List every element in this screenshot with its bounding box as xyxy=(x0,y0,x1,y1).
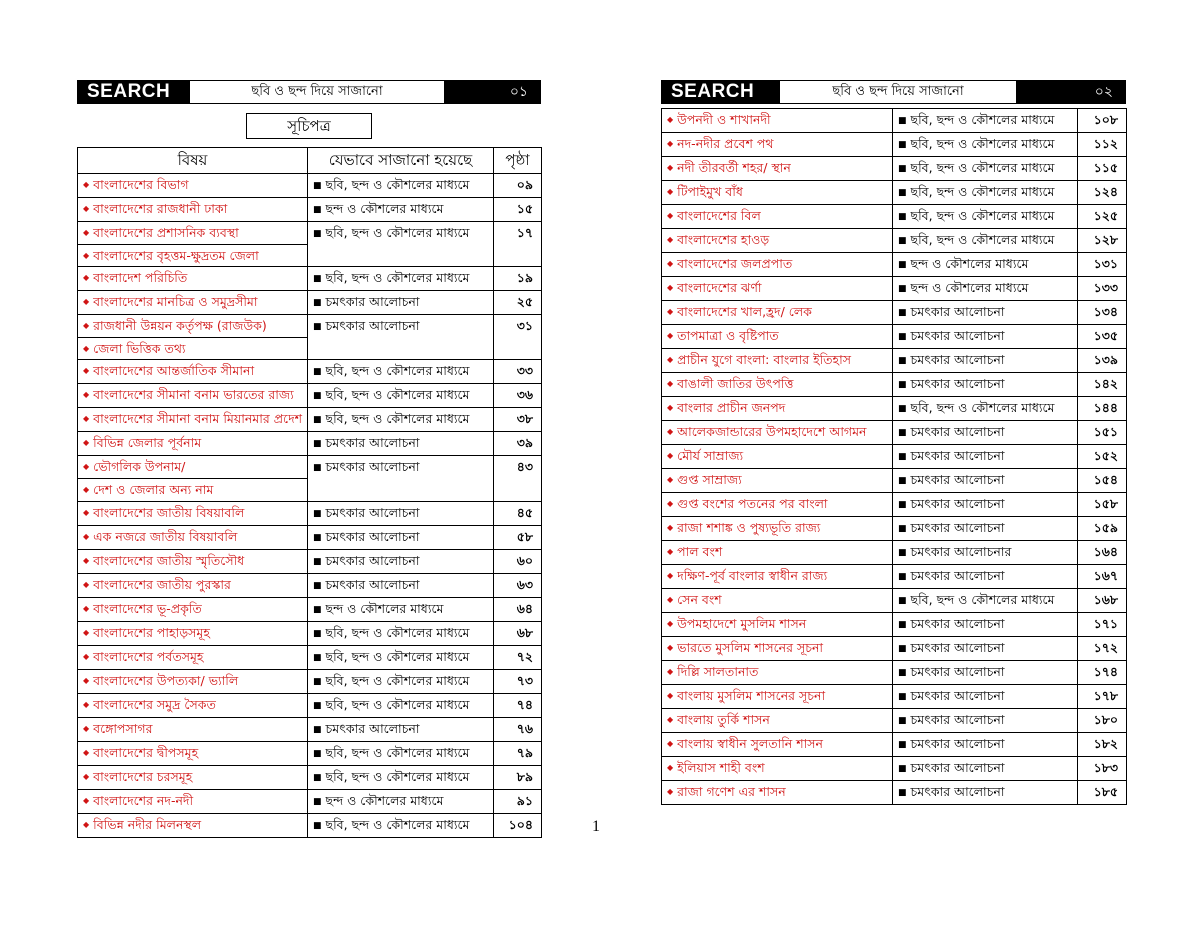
left-page-header xyxy=(77,80,541,104)
method-cell: ■ চমৎকার আলোচনা xyxy=(893,349,1078,373)
topic-cell: ◆ ভৌগলিক উপনাম/ xyxy=(78,456,308,479)
topic-cell: ◆ বাংলাদেশের জাতীয় বিষয়াবলি xyxy=(78,501,308,525)
method-cell: ■ ছবি, ছন্দ ও কৌশলের মাধ্যমে xyxy=(893,157,1078,181)
topic-cell: ◆ পাল বংশ xyxy=(662,541,893,565)
right-page-header xyxy=(661,80,1126,104)
method-cell: ■ ছন্দ ও কৌশলের মাধ্যমে xyxy=(308,597,494,621)
method-cell: ■ চমৎকার আলোচনা xyxy=(893,373,1078,397)
page-number-cell: ৫৮ xyxy=(494,525,542,549)
method-cell: ■ ছবি, ছন্দ ও কৌশলের মাধ্যমে xyxy=(308,621,494,645)
page-number-cell: ৯১ xyxy=(494,789,542,813)
topic-cell: ◆ নদী তীরবর্তী শহর/ স্থান xyxy=(662,157,893,181)
page-number-cell: ১৭৪ xyxy=(1078,661,1127,685)
page-number-cell: ৭৩ xyxy=(494,669,542,693)
page-number-cell: ৩৩ xyxy=(494,360,542,384)
page-number-cell: ১৮০ xyxy=(1078,709,1127,733)
topic-cell: ◆ রাজধানী উন্নয়ন কর্তৃপক্ষ (রাজউক) xyxy=(78,315,308,338)
topic-cell: ◆ বাঙালী জাতির উৎপত্তি xyxy=(662,373,893,397)
method-cell: ■ চমৎকার আলোচনা xyxy=(893,565,1078,589)
method-cell: ■ চমৎকার আলোচনা xyxy=(893,469,1078,493)
page-number-cell: ৭৪ xyxy=(494,693,542,717)
method-cell: ■ ছবি, ছন্দ ও কৌশলের মাধ্যমে xyxy=(308,741,494,765)
topic-cell: ◆ বাংলাদেশের জলপ্রপাত xyxy=(662,253,893,277)
sheet-page-number: 1 xyxy=(592,818,600,835)
page-number-cell: ১১৫ xyxy=(1078,157,1127,181)
table-row xyxy=(662,157,1127,181)
page-number-cell: ১৫১ xyxy=(1078,421,1127,445)
method-cell: ■ চমৎকার আলোচনা xyxy=(893,325,1078,349)
method-cell: ■ চমৎকার আলোচনা xyxy=(308,315,494,360)
page-number-cell: ০৯ xyxy=(494,174,542,198)
table-row xyxy=(662,373,1127,397)
table-row xyxy=(662,445,1127,469)
table-row xyxy=(78,669,542,693)
toc-table-left xyxy=(77,147,542,838)
page-number-cell: ১৬৮ xyxy=(1078,589,1127,613)
right-page xyxy=(661,80,1126,805)
method-cell: ■ ছবি, ছন্দ ও কৌশলের মাধ্যমে xyxy=(893,397,1078,421)
topic-cell: ◆ বাংলাদেশের বিভাগ xyxy=(78,174,308,198)
page-number-cell: ১৬৪ xyxy=(1078,541,1127,565)
topic-cell: ◆ বাংলাদেশের নদ-নদী xyxy=(78,789,308,813)
method-cell: ■ চমৎকার আলোচনা xyxy=(308,717,494,741)
table-row xyxy=(78,198,542,222)
method-cell: ■ ছবি, ছন্দ ও কৌশলের মাধ্যমে xyxy=(308,384,494,408)
topic-cell: ◆ জেলা ভিত্তিক তথ্য xyxy=(78,337,308,360)
topic-cell: ◆ টিপাইমুখ বাঁধ xyxy=(662,181,893,205)
table-row xyxy=(78,693,542,717)
page-number-cell: ১৮২ xyxy=(1078,733,1127,757)
topic-cell: ◆ বাংলাদেশের ঝর্ণা xyxy=(662,277,893,301)
page-number-cell: ৪৩ xyxy=(494,456,542,501)
page-number-cell: ১৮৩ xyxy=(1078,757,1127,781)
topic-cell: ◆ প্রাচীন যুগে বাংলা: বাংলার ইতিহাস xyxy=(662,349,893,373)
page-number-cell: ১৪২ xyxy=(1078,373,1127,397)
table-row xyxy=(662,685,1127,709)
topic-cell: ◆ বিভিন্ন জেলার পূর্বনাম xyxy=(78,432,308,456)
table-row xyxy=(662,421,1127,445)
method-cell: ■ ছবি, ছন্দ ও কৌশলের মাধ্যমে xyxy=(308,408,494,432)
topic-cell: ◆ বাংলাদেশের খাল,হ্রদ/ লেক xyxy=(662,301,893,325)
table-row xyxy=(662,109,1127,133)
method-cell: ■ ছবি, ছন্দ ও কৌশলের মাধ্যমে xyxy=(893,205,1078,229)
table-row xyxy=(662,613,1127,637)
table-row xyxy=(78,573,542,597)
table-row xyxy=(662,709,1127,733)
table-row xyxy=(78,765,542,789)
page-number-cell: ১৩৫ xyxy=(1078,325,1127,349)
page-number-cell: ৭২ xyxy=(494,645,542,669)
toc-title: সূচিপত্র xyxy=(246,113,372,139)
table-row xyxy=(78,621,542,645)
left-page xyxy=(77,80,541,838)
table-row xyxy=(662,277,1127,301)
page-number-cell: ১৭৮ xyxy=(1078,685,1127,709)
topic-cell: ◆ বাংলাদেশের বিল xyxy=(662,205,893,229)
page-number-cell: ৬৩ xyxy=(494,573,542,597)
table-row xyxy=(662,205,1127,229)
page-number-cell: ৩৬ xyxy=(494,384,542,408)
method-cell: ■ ছবি, ছন্দ ও কৌশলের মাধ্যমে xyxy=(893,181,1078,205)
table-row xyxy=(662,133,1127,157)
page-number-cell: ১৩১ xyxy=(1078,253,1127,277)
table-row xyxy=(662,325,1127,349)
topic-cell: ◆ বাংলাদেশের রাজধানী ঢাকা xyxy=(78,198,308,222)
method-cell: ■ ছবি, ছন্দ ও কৌশলের মাধ্যমে xyxy=(893,109,1078,133)
method-cell: ■ চমৎকার আলোচনা xyxy=(893,781,1078,805)
topic-cell: ◆ বাংলাদেশের আন্তর্জাতিক সীমানা xyxy=(78,360,308,384)
topic-cell: ◆ বাংলাদেশের বৃহত্তম-ক্ষুদ্রতম জেলা xyxy=(78,244,308,267)
method-cell: ■ ছবি, ছন্দ ও কৌশলের মাধ্যমে xyxy=(893,133,1078,157)
method-cell: ■ চমৎকার আলোচনা xyxy=(893,517,1078,541)
page-number-cell: ৭৬ xyxy=(494,717,542,741)
topic-cell: ◆ রাজা শশাঙ্ক ও পুষ্যভূতি রাজ্য xyxy=(662,517,893,541)
topic-cell: ◆ বাংলাদেশ পরিচিতি xyxy=(78,267,308,291)
method-cell: ■ ছবি, ছন্দ ও কৌশলের মাধ্যমে xyxy=(308,813,494,837)
table-row xyxy=(662,757,1127,781)
method-cell: ■ ছন্দ ও কৌশলের মাধ্যমে xyxy=(893,253,1078,277)
table-row xyxy=(78,315,542,338)
topic-cell: ◆ বঙ্গোপসাগর xyxy=(78,717,308,741)
table-row xyxy=(78,291,542,315)
table-row xyxy=(78,267,542,291)
page-number-cell: ১৫৯ xyxy=(1078,517,1127,541)
method-cell: ■ ছবি, ছন্দ ও কৌশলের মাধ্যমে xyxy=(308,765,494,789)
method-cell: ■ চমৎকার আলোচনা xyxy=(893,493,1078,517)
table-row xyxy=(78,174,542,198)
topic-cell: ◆ সেন বংশ xyxy=(662,589,893,613)
page-number-cell: ১০৪ xyxy=(494,813,542,837)
topic-cell: ◆ বাংলাদেশের চরসমূহ xyxy=(78,765,308,789)
table-row xyxy=(78,549,542,573)
topic-cell: ◆ এক নজরে জাতীয় বিষয়াবলি xyxy=(78,525,308,549)
method-cell: ■ ছন্দ ও কৌশলের মাধ্যমে xyxy=(308,198,494,222)
topic-cell: ◆ ইলিয়াস শাহী বংশ xyxy=(662,757,893,781)
table-row xyxy=(78,717,542,741)
page-number-cell: ১৯ xyxy=(494,267,542,291)
header-title: ছবি ও ছন্দ দিয়ে সাজানো xyxy=(832,84,964,99)
table-row xyxy=(662,469,1127,493)
method-cell: ■ চমৎকার আলোচনা xyxy=(308,456,494,501)
method-cell: ■ চমৎকার আলোচনা xyxy=(308,291,494,315)
topic-cell: ◆ উপমহাদেশে মুসলিম শাসন xyxy=(662,613,893,637)
table-row xyxy=(78,525,542,549)
header-page-number: ০১ xyxy=(444,81,540,103)
column-header-method: যেভাবে সাজানো হয়েছে xyxy=(308,148,494,174)
topic-cell: ◆ বাংলাদেশের পর্বতসমূহ xyxy=(78,645,308,669)
page-number-cell: ১৪৪ xyxy=(1078,397,1127,421)
table-row xyxy=(78,408,542,432)
table-row xyxy=(662,301,1127,325)
table-row xyxy=(662,661,1127,685)
page-number-cell: ৮৯ xyxy=(494,765,542,789)
method-cell: ■ চমৎকার আলোচনা xyxy=(893,661,1078,685)
page-number-cell: ৪৫ xyxy=(494,501,542,525)
topic-cell: ◆ বাংলাদেশের সীমানা বনাম ভারতের রাজ্য xyxy=(78,384,308,408)
page-number-cell: ১০৮ xyxy=(1078,109,1127,133)
method-cell: ■ ছবি, ছন্দ ও কৌশলের মাধ্যমে xyxy=(893,589,1078,613)
topic-cell: ◆ গুপ্ত বংশের পতনের পর বাংলা xyxy=(662,493,893,517)
method-cell: ■ চমৎকার আলোচনা xyxy=(893,757,1078,781)
page-number-cell: ১৭২ xyxy=(1078,637,1127,661)
page-number-cell: ৬৮ xyxy=(494,621,542,645)
topic-cell: ◆ বাংলাদেশের দ্বীপসমূহ xyxy=(78,741,308,765)
method-cell: ■ ছবি, ছন্দ ও কৌশলের মাধ্যমে xyxy=(308,222,494,267)
page-number-cell: ৩৯ xyxy=(494,432,542,456)
page-number-cell: ১৫৪ xyxy=(1078,469,1127,493)
table-row xyxy=(78,456,542,479)
topic-cell: ◆ নদ-নদীর প্রবেশ পথ xyxy=(662,133,893,157)
header-title: ছবি ও ছন্দ দিয়ে সাজানো xyxy=(251,84,383,99)
table-row xyxy=(662,565,1127,589)
method-cell: ■ ছন্দ ও কৌশলের মাধ্যমে xyxy=(308,789,494,813)
header-page-number: ০২ xyxy=(1016,81,1125,103)
method-cell: ■ ছবি, ছন্দ ও কৌশলের মাধ্যমে xyxy=(308,360,494,384)
table-row xyxy=(662,229,1127,253)
page-number-cell: ৩৮ xyxy=(494,408,542,432)
table-row xyxy=(78,789,542,813)
topic-cell: ◆ আলেকজান্ডারের উপমহাদেশে আগমন xyxy=(662,421,893,445)
topic-cell: ◆ মৌর্য সাম্রাজ্য xyxy=(662,445,893,469)
topic-cell: ◆ বাংলায় মুসলিম শাসনের সূচনা xyxy=(662,685,893,709)
topic-cell: ◆ বাংলাদেশের জাতীয় স্মৃতিসৌধ xyxy=(78,549,308,573)
page-number-cell: ৩১ xyxy=(494,315,542,360)
topic-cell: ◆ রাজা গণেশ এর শাসন xyxy=(662,781,893,805)
topic-cell: ◆ বাংলাদেশের প্রশাসনিক ব্যবস্থা xyxy=(78,222,308,245)
method-cell: ■ চমৎকার আলোচনা xyxy=(893,709,1078,733)
method-cell: ■ চমৎকার আলোচনা xyxy=(893,445,1078,469)
topic-cell: ◆ বাংলার প্রাচীন জনপদ xyxy=(662,397,893,421)
method-cell: ■ ছবি, ছন্দ ও কৌশলের মাধ্যমে xyxy=(308,645,494,669)
topic-cell: ◆ দিল্লি সালতানাত xyxy=(662,661,893,685)
table-row xyxy=(662,397,1127,421)
brand-label: SEARCH xyxy=(78,81,190,103)
method-cell: ■ চমৎকার আলোচনার xyxy=(893,541,1078,565)
method-cell: ■ ছবি, ছন্দ ও কৌশলের মাধ্যমে xyxy=(893,229,1078,253)
table-row xyxy=(662,493,1127,517)
page-number-cell: ২৫ xyxy=(494,291,542,315)
toc-table-right xyxy=(661,108,1127,805)
page-number-cell: ১৫ xyxy=(494,198,542,222)
table-row xyxy=(78,384,542,408)
topic-cell: ◆ বাংলাদেশের সমুদ্র সৈকত xyxy=(78,693,308,717)
topic-cell: ◆ বাংলাদেশের সীমানা বনাম মিয়ানমার প্রদেশ xyxy=(78,408,308,432)
method-cell: ■ চমৎকার আলোচনা xyxy=(893,733,1078,757)
topic-cell: ◆ দক্ষিণ-পূর্ব বাংলার স্বাধীন রাজ্য xyxy=(662,565,893,589)
table-row xyxy=(662,781,1127,805)
table-row xyxy=(78,501,542,525)
topic-cell: ◆ বাংলাদেশের পাহাড়সমূহ xyxy=(78,621,308,645)
page-number-cell: ১৮৫ xyxy=(1078,781,1127,805)
page-number-cell: ১২৮ xyxy=(1078,229,1127,253)
method-cell: ■ ছবি, ছন্দ ও কৌশলের মাধ্যমে xyxy=(308,669,494,693)
page-number-cell: ১৭১ xyxy=(1078,613,1127,637)
topic-cell: ◆ তাপমাত্রা ও বৃষ্টিপাত xyxy=(662,325,893,349)
table-row xyxy=(662,637,1127,661)
method-cell: ■ চমৎকার আলোচনা xyxy=(308,432,494,456)
table-row xyxy=(78,813,542,837)
table-row xyxy=(662,181,1127,205)
method-cell: ■ চমৎকার আলোচনা xyxy=(893,637,1078,661)
method-cell: ■ চমৎকার আলোচনা xyxy=(308,549,494,573)
topic-cell: ◆ গুপ্ত সাম্রাজ্য xyxy=(662,469,893,493)
topic-cell: ◆ দেশ ও জেলার অন্য নাম xyxy=(78,478,308,501)
table-row xyxy=(78,741,542,765)
topic-cell: ◆ বাংলাদেশের জাতীয় পুরস্কার xyxy=(78,573,308,597)
page-number-cell: ১২৫ xyxy=(1078,205,1127,229)
topic-cell: ◆ বাংলাদেশের ভূ-প্রকৃতি xyxy=(78,597,308,621)
topic-cell: ◆ বাংলায় স্বাধীন সুলতানি শাসন xyxy=(662,733,893,757)
column-header-page: পৃষ্ঠা xyxy=(494,148,542,174)
table-row xyxy=(662,253,1127,277)
table-row xyxy=(662,517,1127,541)
table-header-row xyxy=(78,148,542,174)
method-cell: ■ চমৎকার আলোচনা xyxy=(308,501,494,525)
page-number-cell: ১১২ xyxy=(1078,133,1127,157)
brand-label: SEARCH xyxy=(662,81,780,103)
topic-cell: ◆ বাংলাদেশের মানচিত্র ও সমুদ্রসীমা xyxy=(78,291,308,315)
table-row xyxy=(78,432,542,456)
method-cell: ■ চমৎকার আলোচনা xyxy=(308,573,494,597)
table-row xyxy=(78,597,542,621)
table-row xyxy=(78,360,542,384)
topic-cell: ◆ ভারতে মুসলিম শাসনের সূচনা xyxy=(662,637,893,661)
method-cell: ■ চমৎকার আলোচনা xyxy=(893,421,1078,445)
table-row xyxy=(662,733,1127,757)
page-number-cell: ১৬৭ xyxy=(1078,565,1127,589)
page-number-cell: ১৫৮ xyxy=(1078,493,1127,517)
page-number-cell: ৬৪ xyxy=(494,597,542,621)
table-row xyxy=(662,541,1127,565)
method-cell: ■ চমৎকার আলোচনা xyxy=(893,301,1078,325)
method-cell: ■ ছবি, ছন্দ ও কৌশলের মাধ্যমে xyxy=(308,174,494,198)
page-number-cell: ৬০ xyxy=(494,549,542,573)
method-cell: ■ চমৎকার আলোচনা xyxy=(308,525,494,549)
topic-cell: ◆ বাংলাদেশের উপত্যকা/ ভ্যালি xyxy=(78,669,308,693)
page-number-cell: ১৭ xyxy=(494,222,542,267)
method-cell: ■ ছবি, ছন্দ ও কৌশলের মাধ্যমে xyxy=(308,693,494,717)
method-cell: ■ ছবি, ছন্দ ও কৌশলের মাধ্যমে xyxy=(308,267,494,291)
method-cell: ■ চমৎকার আলোচনা xyxy=(893,613,1078,637)
method-cell: ■ ছন্দ ও কৌশলের মাধ্যমে xyxy=(893,277,1078,301)
page-number-cell: ১৫২ xyxy=(1078,445,1127,469)
method-cell: ■ চমৎকার আলোচনা xyxy=(893,685,1078,709)
table-row xyxy=(78,222,542,245)
page-number-cell: ১৩৩ xyxy=(1078,277,1127,301)
table-row xyxy=(78,645,542,669)
topic-cell: ◆ বাংলায় তুর্কি শাসন xyxy=(662,709,893,733)
page-number-cell: ১৩৪ xyxy=(1078,301,1127,325)
page-number-cell: ৭৯ xyxy=(494,741,542,765)
page-number-cell: ১৩৯ xyxy=(1078,349,1127,373)
column-header-subject: বিষয় xyxy=(78,148,308,174)
table-row xyxy=(662,589,1127,613)
page-number-cell: ১২৪ xyxy=(1078,181,1127,205)
table-row xyxy=(662,349,1127,373)
topic-cell: ◆ উপনদী ও শাখানদী xyxy=(662,109,893,133)
topic-cell: ◆ বাংলাদেশের হাওড় xyxy=(662,229,893,253)
topic-cell: ◆ বিভিন্ন নদীর মিলনস্থল xyxy=(78,813,308,837)
